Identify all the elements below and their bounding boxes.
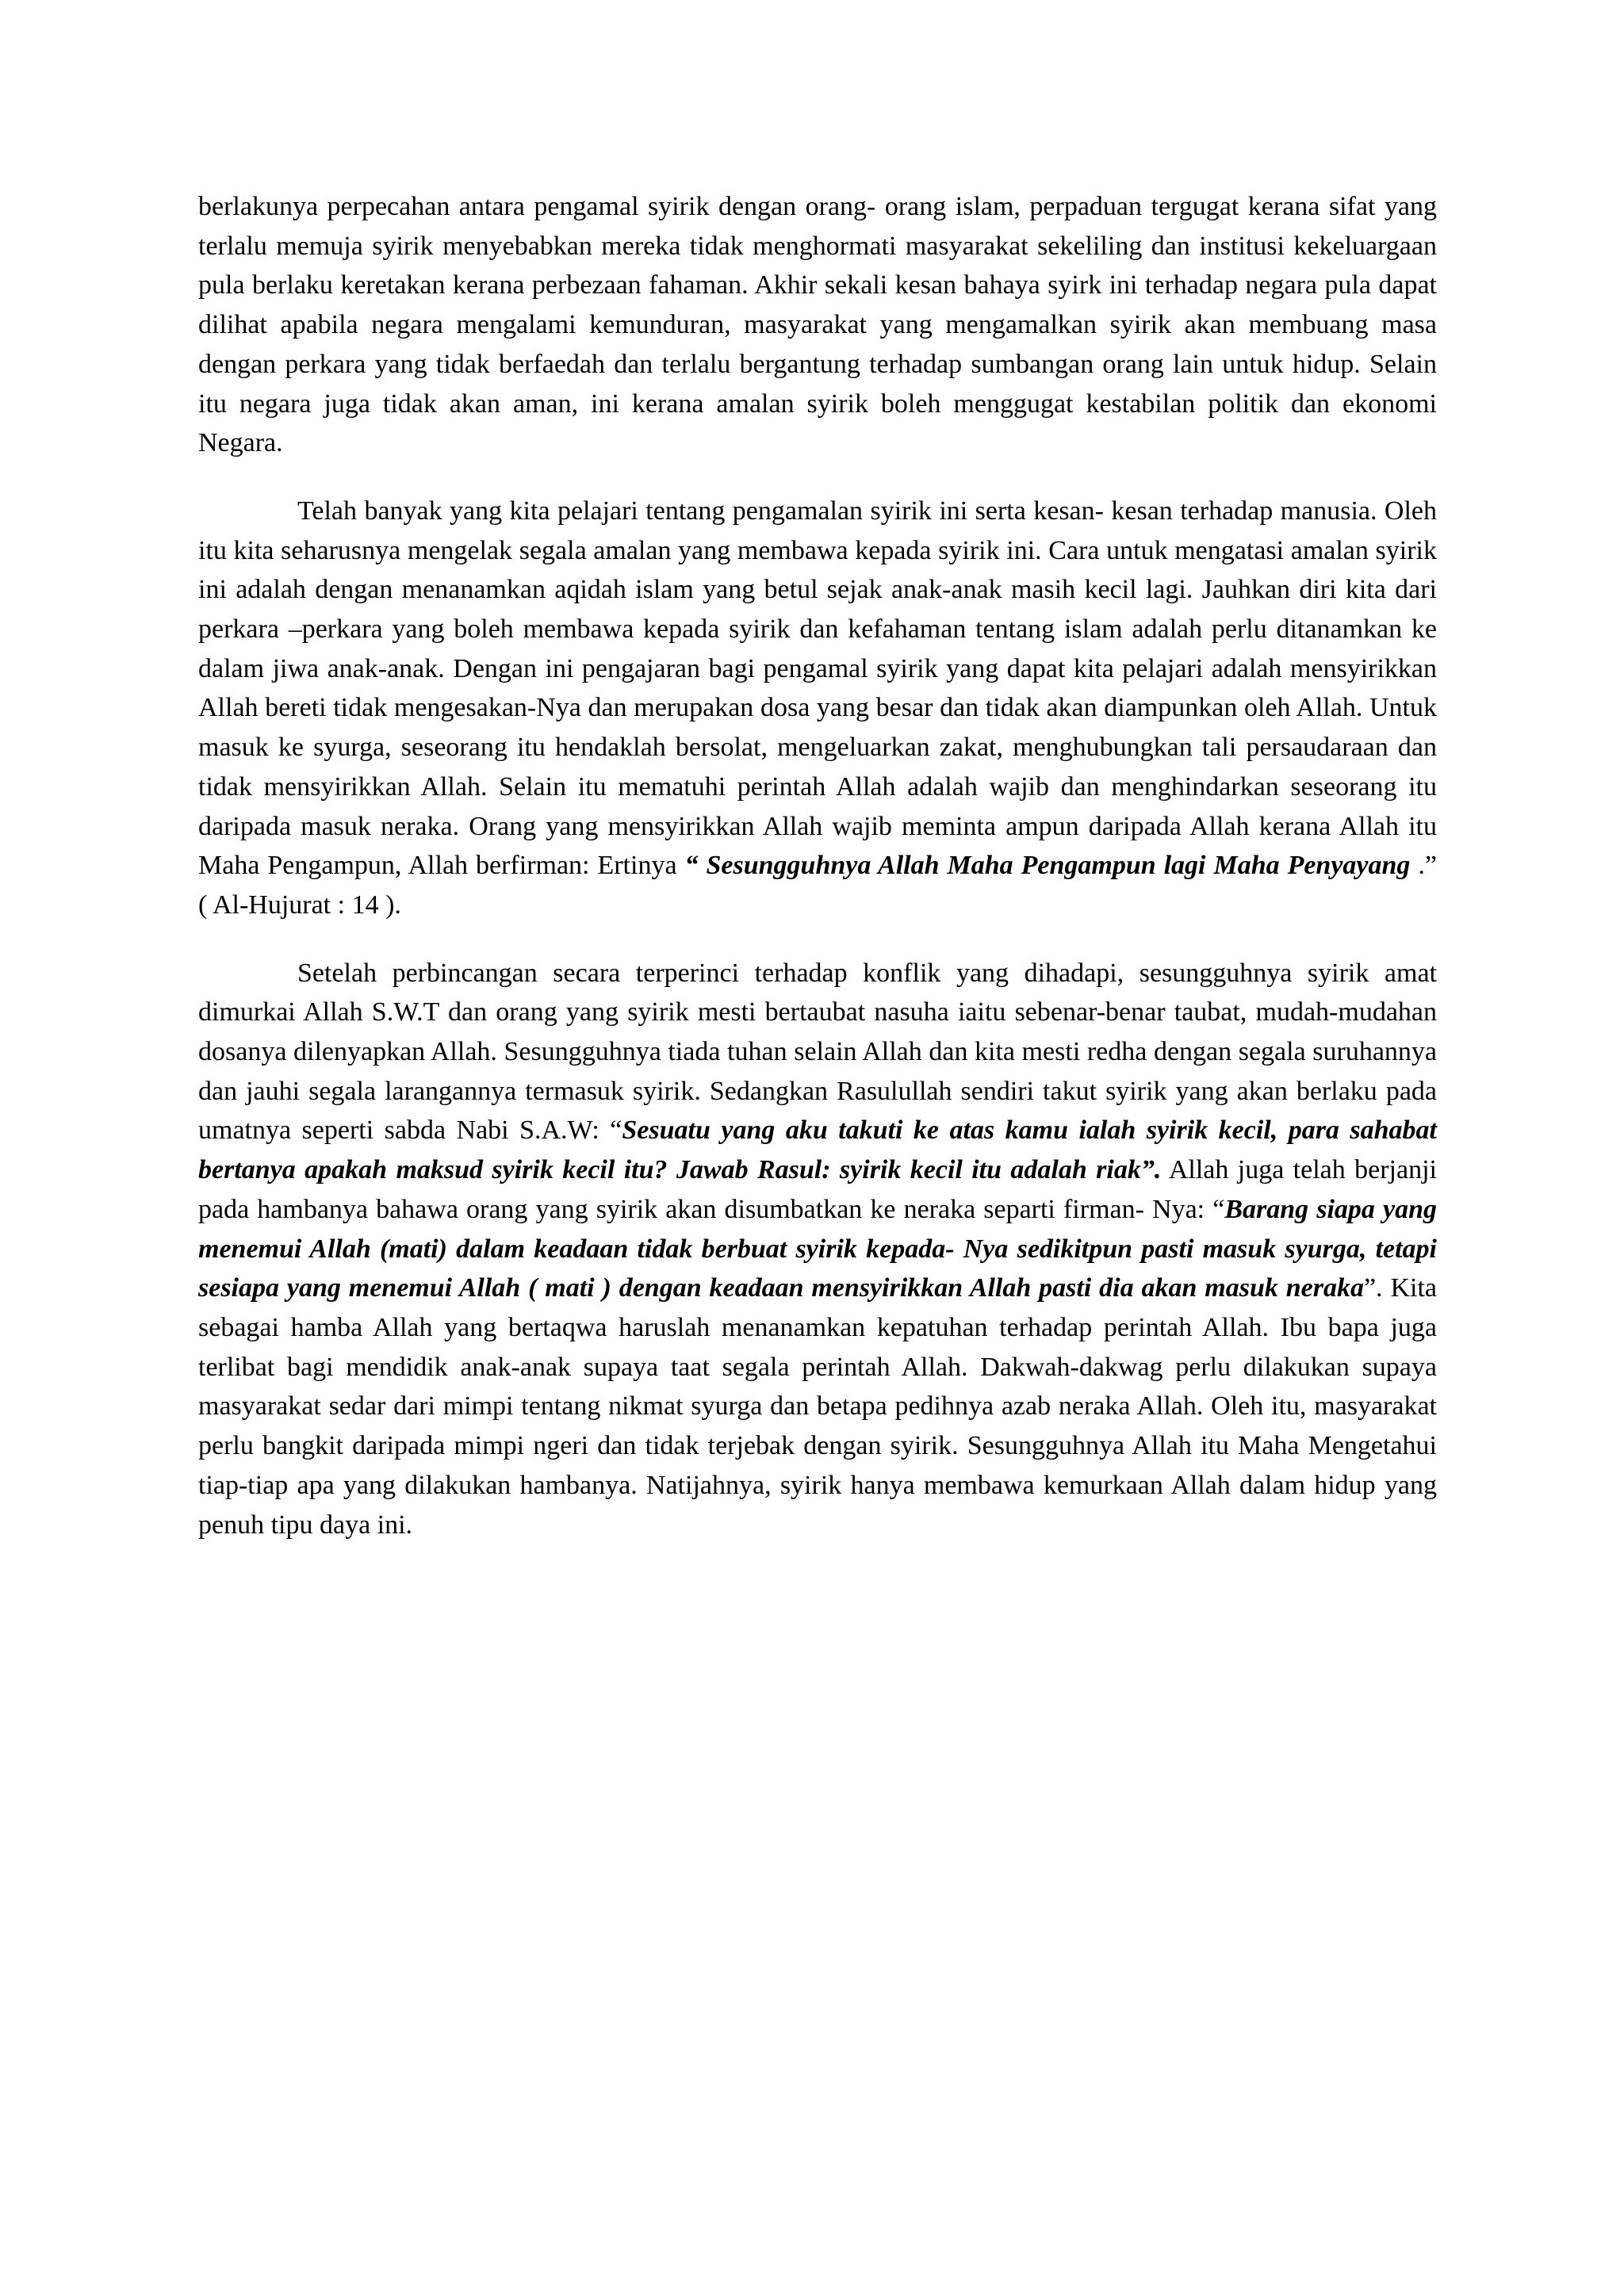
paragraph-3: [198, 954, 1437, 1545]
paragraph-1: [198, 187, 1437, 463]
quran-quote: “ Sesungguhnya Allah Maha Pengampun lagi Maha Penyayang: [684, 851, 1411, 881]
quran-citation: .” ( Al-Hujurat : 14 ).: [198, 851, 1437, 920]
paragraph-2-text: Telah banyak yang kita pelajari tentang pengamalan syirik ini serta kesan- kesan terhadap manusia. Oleh itu kita seharusnya mengelak segala amalan yang membawa kepada syirik ini. Cara untuk mengatasi amalan syirik ini adalah dengan menanamkan aqidah islam yang betul sejak anak-anak masih kecil lagi. Jauhkan diri kita dari perkara –perkara yang boleh membawa kepada syirik dan kefahaman tentang islam adalah perlu ditanamkan ke dalam jiwa anak-anak. Dengan ini pengajaran bagi pengamal syirik yang dapat kita pelajari adalah mensyirikkan Allah bereti tidak mengesakan-Nya dan merupakan dosa yang besar dan tidak akan diampunkan oleh Allah. Untuk masuk ke syurga, seseorang itu hendaklah bersolat, mengeluarkan zakat, menghubungkan tali persaudaraan dan tidak mensyirikkan Allah. Selain itu mematuhi perintah Allah adalah wajib dan menghindarkan seseorang itu daripada masuk neraka. Orang yang mensyirikkan Allah wajib meminta ampun daripada Allah kerana Allah itu Maha Pengampun, Allah berfirman: Ertinya: [198, 496, 1437, 881]
paragraph-2: [198, 492, 1437, 925]
paragraph-1-text: berlakunya perpecahan antara pengamal syirik dengan orang- orang islam, perpaduan tergugat kerana sifat yang terlalu memuja syirik menyebabkan mereka tidak menghormati masyarakat sekeliling dan institusi kekeluargaan pula berlaku keretakan kerana perbezaan fahaman. Akhir sekali kesan bahaya syirk ini terhadap negara pula dapat dilihat apabila negara mengalami kemunduran, masyarakat yang mengamalkan syirik akan membuang masa dengan perkara yang tidak berfaedah dan terlalu bergantung terhadap sumbangan orang lain untuk hidup. Selain itu negara juga tidak akan aman, ini kerana amalan syirik boleh menggugat kestabilan politik dan ekonomi Negara.: [198, 192, 1437, 458]
firman-quote: Barang siapa yang menemui Allah (mati) dalam keadaan tidak berbuat syirik kepada- Nya sedikitpun pasti masuk syurga, tetapi sesiapa yang menemui Allah ( mati ) dengan keadaan mensyirikkan Allah pasti dia akan masuk neraka: [198, 1194, 1438, 1303]
hadith-quote: Sesuatu yang aku takuti ke atas kamu ialah syirik kecil, para sahabat bertanya apakah maksud syirik kecil itu? Jawab Rasul: syirik kecil itu adalah riak”.: [198, 1115, 1437, 1185]
document-body: [198, 187, 1437, 1573]
paragraph-3-text-a: Setelah perbincangan secara terperinci terhadap konflik yang dihadapi, sesungguhnya syirik amat dimurkai Allah S.W.T dan orang yang syirik mesti bertaubat nasuha iaitu sebenar-benar taubat, mudah-mudahan dosanya dilenyapkan Allah. Sesungguhnya tiada tuhan selain Allah dan kita mesti redha dengan segala suruhannya dan jauhi segala larangannya termasuk syirik. Sedangkan Rasulullah sendiri takut syirik yang akan berlaku pada umatnya seperti sabda Nabi S.A.W: “: [198, 958, 1437, 1146]
paragraph-3-text-b: Allah juga telah berjanji pada hambanya bahawa orang yang syirik akan disumbatkan ke neraka separti firman- Nya: “: [198, 1155, 1437, 1224]
paragraph-3-text-c: ”. Kita sebagai hamba Allah yang bertaqwa haruslah menanamkan kepatuhan terhadap perintah Allah. Ibu bapa juga terlibat bagi mendidik anak-anak supaya taat segala perintah Allah. Dakwah-dakwag perlu dilakukan supaya masyarakat sedar dari mimpi tentang nikmat syurga dan betapa pedihnya azab neraka Allah. Oleh itu, masyarakat perlu bangkit daripada mimpi ngeri dan tidak terjebak dengan syirik. Sesungguhnya Allah itu Maha Mengetahui tiap-tiap apa yang dilakukan hambanya. Natijahnya, syirik hanya membawa kemurkaan Allah dalam hidup yang penuh tipu daya ini.: [198, 1273, 1437, 1540]
